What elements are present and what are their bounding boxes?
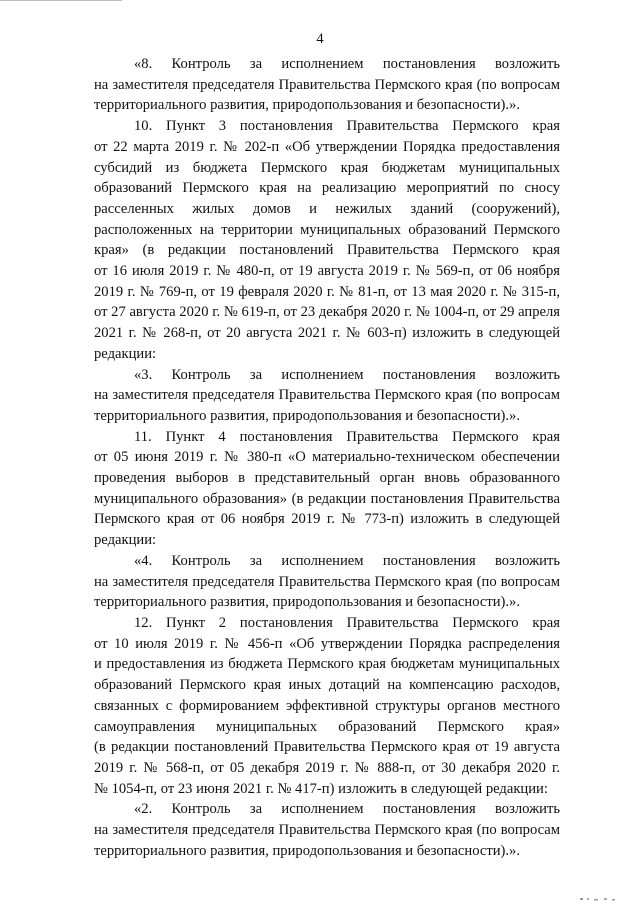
text-line: субсидий из бюджета Пермского края бюджетам муниципальных — [94, 159, 560, 176]
text-line: самоуправления муниципальных образований Пермского края» — [94, 718, 560, 735]
text-line: проведения выборов в представительный орган вновь образованного — [94, 470, 560, 487]
text-line: (в редакции постановлений Правительства Пермского края от 19 августа — [94, 739, 560, 756]
text-line: редакции: — [94, 345, 157, 362]
text-line: и предоставления из бюджета Пермского края бюджетам муниципальных — [94, 656, 560, 673]
text-line: на заместителя председателя Правительства Пермского края (по вопросам — [94, 822, 560, 839]
text-line: на заместителя председателя Правительства Пермского края (по вопросам — [94, 573, 560, 590]
text-line: от 22 марта 2019 г. № 202-п «Об утверждении Порядка предоставления — [94, 138, 560, 155]
text-line: территориального развития, природопользования и безопасности).». — [94, 594, 520, 611]
paragraph — [94, 54, 560, 116]
text-line: редакции: — [94, 532, 157, 549]
text-line: 10. Пункт 3 постановления Правительства Пермского края — [134, 118, 560, 135]
text-line: «8. Контроль за исполнением постановления возложить — [134, 56, 560, 72]
text-line: 11. Пункт 4 постановления Правительства Пермского края — [134, 428, 560, 445]
paragraph — [94, 365, 560, 427]
text-line: территориального развития, природопользования и безопасности).». — [94, 407, 520, 424]
document-body — [94, 54, 560, 861]
text-line: связанных с формированием эффективной структуры органов местного — [94, 697, 560, 714]
text-line: от 16 июля 2019 г. № 480-п, от 19 августа 2019 г. № 569-п, от 06 ноября — [94, 263, 560, 280]
text-line: 2019 г. № 568-п, от 05 декабря 2019 г. № 888-п, от 30 декабря 2020 г. — [94, 759, 560, 776]
paragraph — [94, 427, 560, 551]
scan-artifact — [578, 896, 618, 902]
text-line: расположенных на территории муниципальных образований Пермского — [94, 221, 560, 238]
text-line: расселенных жилых домов и нежилых зданий (сооружений), — [94, 200, 560, 217]
text-line: от 05 июня 2019 г. № 380-п «О материально-техническом обеспечении — [94, 449, 560, 466]
text-line: территориального развития, природопользования и безопасности).». — [94, 842, 520, 859]
text-line: от 10 июля 2019 г. № 456-п «Об утверждении Порядка распределения — [94, 635, 560, 652]
text-line: края» (в редакции постановлений Правительства Пермского края — [94, 242, 560, 259]
text-line: на заместителя председателя Правительства Пермского края (по вопросам — [94, 387, 560, 404]
text-line: 12. Пункт 2 постановления Правительства Пермского края — [134, 614, 560, 631]
text-line: «2. Контроль за исполнением постановления возложить — [134, 801, 560, 818]
text-line: «4. Контроль за исполнением постановления возложить — [134, 552, 560, 569]
text-line: территориального развития, природопользования и безопасности).». — [94, 97, 520, 114]
text-line: 2021 г. № 268-п, от 20 августа 2021 г. № 603-п) изложить в следующей — [94, 325, 560, 342]
page-number: 4 — [316, 31, 324, 47]
text-line: образований Пермского края иных дотаций на компенсацию расходов, — [94, 677, 560, 694]
text-line: на заместителя председателя Правительства Пермского края (по вопросам — [94, 76, 560, 93]
paragraph — [94, 799, 560, 861]
text-line: Пермского края от 06 ноября 2019 г. № 773-п) изложить в следующей — [94, 511, 560, 528]
scan-corner-mark — [0, 0, 122, 6]
paragraph — [94, 116, 560, 364]
text-line: № 1054-п, от 23 июня 2021 г. № 417-п) изложить в следующей редакции: — [94, 780, 548, 797]
text-line: образований Пермского края на реализацию мероприятий по сносу — [94, 180, 560, 197]
paragraph — [94, 613, 560, 799]
text-line: муниципального образования» (в редакции постановления Правительства — [94, 490, 560, 507]
paragraph — [94, 551, 560, 613]
text-line: от 27 августа 2020 г. № 619-п, от 23 декабря 2020 г. № 1004-п, от 29 апреля — [94, 304, 560, 321]
text-line: «3. Контроль за исполнением постановления возложить — [134, 366, 560, 383]
text-line: 2019 г. № 769-п, от 19 февраля 2020 г. № 81-п, от 13 мая 2020 г. № 315-п, — [94, 283, 560, 300]
